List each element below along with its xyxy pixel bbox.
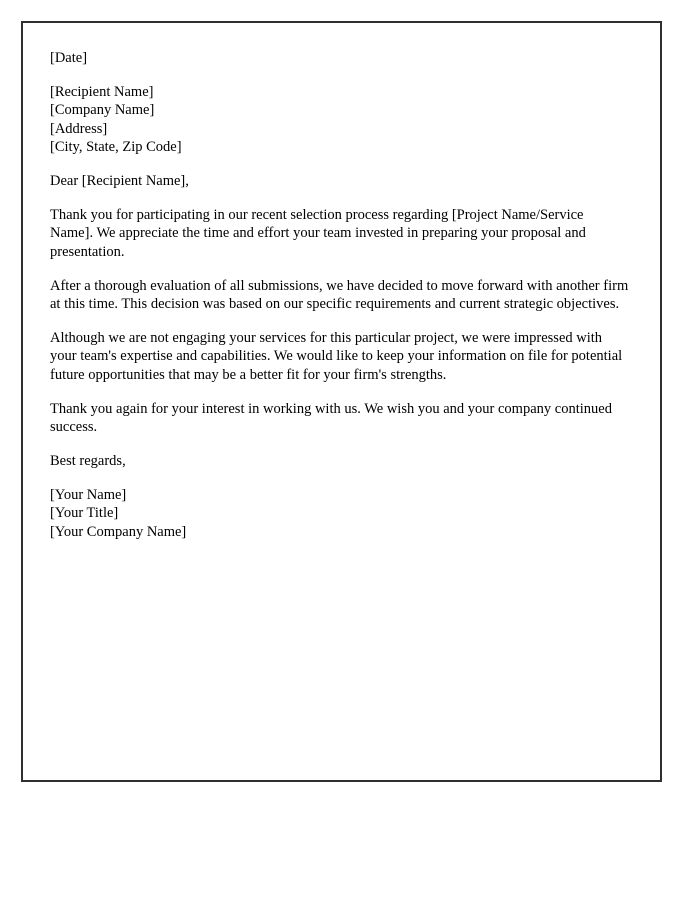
- recipient-name-line: [Recipient Name]: [50, 83, 154, 100]
- recipient-address-block: [50, 83, 630, 157]
- signature-company-line: [Your Company Name]: [50, 523, 187, 540]
- signature-block: [50, 486, 630, 541]
- address-line: [Address]: [50, 120, 108, 137]
- salutation: Dear [Recipient Name],: [50, 173, 189, 190]
- letter-document: [21, 21, 662, 782]
- signature-title-line: [Your Title]: [50, 505, 119, 522]
- body-paragraph-3: Although we are not engaging your services for this particular project, we were impressed with your team's expertise and capabilities. We would like to keep your information on file for potential future opportunities that may be a better fit for your firm's strengths.: [50, 329, 623, 383]
- signature-name-line: [Your Name]: [50, 486, 127, 503]
- body-paragraph-2: After a thorough evaluation of all submissions, we have decided to move forward with another firm at this time. This decision was based on our specific requirements and current strategic objectives.: [50, 277, 629, 313]
- closing-line: Best regards,: [50, 453, 126, 469]
- body-paragraph-4: Thank you again for your interest in working with us. We wish you and your company continued success.: [50, 400, 612, 436]
- date-line: [Date]: [50, 50, 88, 66]
- company-name-line: [Company Name]: [50, 102, 155, 119]
- body-paragraph-1: Thank you for participating in our recent selection process regarding [Project Name/Service Name]. We appreciate the time and effort your team invested in preparing your proposal and presentation.: [50, 206, 586, 260]
- city-state-zip-line: [City, State, Zip Code]: [50, 139, 182, 156]
